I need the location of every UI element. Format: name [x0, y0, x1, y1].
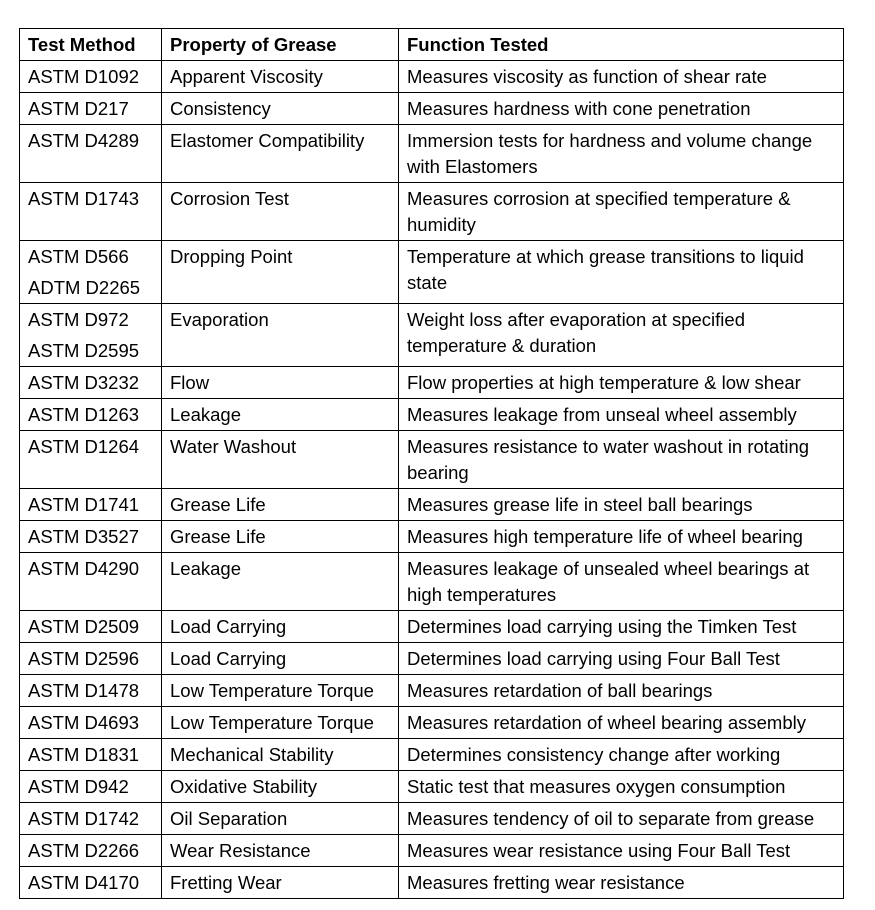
test-method-code: ASTM D1092: [28, 66, 140, 87]
test-method-cell: [20, 241, 162, 304]
table-row: [20, 803, 844, 835]
property-cell: Mechanical Stability: [162, 739, 399, 771]
test-method-cell: [20, 803, 162, 835]
test-method-code: ASTM D3527: [28, 526, 140, 547]
table-body: [20, 61, 844, 899]
test-method-code: ASTM D2595: [28, 340, 140, 361]
header-property-of-grease: Property of Grease: [162, 29, 399, 61]
test-method-cell: [20, 399, 162, 431]
test-method-cell: [20, 553, 162, 611]
table-row: [20, 489, 844, 521]
function-tested-cell: Measures leakage from unseal wheel assembly: [399, 399, 844, 431]
function-tested-cell: Measures wear resistance using Four Ball Test: [399, 835, 844, 867]
test-method-code: ASTM D1831: [28, 744, 140, 765]
table-row: [20, 521, 844, 553]
test-method-cell: [20, 771, 162, 803]
test-method-code: ASTM D2596: [28, 648, 140, 669]
function-tested-cell: Measures tendency of oil to separate from grease: [399, 803, 844, 835]
test-method-code: ASTM D566: [28, 246, 129, 267]
table-row: [20, 739, 844, 771]
property-cell: Consistency: [162, 93, 399, 125]
test-method-code: ASTM D2266: [28, 840, 140, 861]
test-method-cell: [20, 739, 162, 771]
table-row: [20, 611, 844, 643]
test-method-code: ASTM D4693: [28, 712, 140, 733]
function-tested-cell: Flow properties at high temperature & low shear: [399, 367, 844, 399]
function-tested-cell: Measures retardation of ball bearings: [399, 675, 844, 707]
test-method-code: ASTM D942: [28, 776, 129, 797]
test-method-cell: [20, 521, 162, 553]
test-method-cell: [20, 367, 162, 399]
grease-test-table: [19, 28, 844, 899]
table-row: [20, 61, 844, 93]
function-tested-cell: Measures high temperature life of wheel bearing: [399, 521, 844, 553]
test-method-cell: [20, 867, 162, 899]
property-cell: Oxidative Stability: [162, 771, 399, 803]
table-row: [20, 431, 844, 489]
property-cell: Apparent Viscosity: [162, 61, 399, 93]
test-method-cell: [20, 61, 162, 93]
property-cell: Grease Life: [162, 489, 399, 521]
property-cell: Wear Resistance: [162, 835, 399, 867]
table-row: [20, 125, 844, 183]
property-cell: Fretting Wear: [162, 867, 399, 899]
table-row: [20, 707, 844, 739]
table-row: [20, 675, 844, 707]
table-row: [20, 304, 844, 367]
test-method-code: ASTM D1263: [28, 404, 140, 425]
test-method-code: ASTM D1264: [28, 436, 140, 457]
test-method-code: ASTM D1742: [28, 808, 140, 829]
property-cell: Corrosion Test: [162, 183, 399, 241]
table-row: [20, 399, 844, 431]
test-method-cell: [20, 304, 162, 367]
property-cell: Elastomer Compatibility: [162, 125, 399, 183]
function-tested-cell: Measures hardness with cone penetration: [399, 93, 844, 125]
test-method-code: ASTM D1478: [28, 680, 140, 701]
property-cell: Low Temperature Torque: [162, 707, 399, 739]
table-row: [20, 93, 844, 125]
property-cell: Grease Life: [162, 521, 399, 553]
function-tested-cell: Static test that measures oxygen consumption: [399, 771, 844, 803]
table-row: [20, 553, 844, 611]
table-header: [20, 29, 844, 61]
function-tested-cell: Determines consistency change after working: [399, 739, 844, 771]
property-cell: Flow: [162, 367, 399, 399]
property-cell: Oil Separation: [162, 803, 399, 835]
test-method-code: ASTM D1741: [28, 494, 140, 515]
property-cell: Load Carrying: [162, 611, 399, 643]
test-method-code: ASTM D4289: [28, 130, 140, 151]
property-cell: Water Washout: [162, 431, 399, 489]
test-method-code: ADTM D2265: [28, 277, 141, 298]
test-method-cell: [20, 675, 162, 707]
function-tested-cell: Weight loss after evaporation at specified temperature & duration: [399, 304, 844, 367]
table-row: [20, 835, 844, 867]
table-row: [20, 771, 844, 803]
test-method-cell: [20, 93, 162, 125]
header-test-method: Test Method: [20, 29, 162, 61]
function-tested-cell: Measures fretting wear resistance: [399, 867, 844, 899]
header-function-tested: Function Tested: [399, 29, 844, 61]
function-tested-cell: Measures grease life in steel ball bearings: [399, 489, 844, 521]
test-method-code: ASTM D3232: [28, 372, 140, 393]
property-cell: Leakage: [162, 399, 399, 431]
function-tested-cell: Temperature at which grease transitions to liquid state: [399, 241, 844, 304]
table-row: [20, 643, 844, 675]
table-row: [20, 867, 844, 899]
test-method-cell: [20, 431, 162, 489]
function-tested-cell: Measures leakage of unsealed wheel bearings at high temperatures: [399, 553, 844, 611]
function-tested-cell: Immersion tests for hardness and volume change with Elastomers: [399, 125, 844, 183]
test-method-cell: [20, 183, 162, 241]
function-tested-cell: Determines load carrying using Four Ball Test: [399, 643, 844, 675]
property-cell: Dropping Point: [162, 241, 399, 304]
function-tested-cell: Measures corrosion at specified temperature & humidity: [399, 183, 844, 241]
table-row: [20, 367, 844, 399]
property-cell: Evaporation: [162, 304, 399, 367]
test-method-code: ASTM D217: [28, 98, 129, 119]
property-cell: Leakage: [162, 553, 399, 611]
test-method-code: ASTM D4170: [28, 872, 140, 893]
property-cell: Low Temperature Torque: [162, 675, 399, 707]
test-method-cell: [20, 489, 162, 521]
function-tested-cell: Measures viscosity as function of shear rate: [399, 61, 844, 93]
test-method-code: ASTM D972: [28, 309, 129, 330]
test-method-cell: [20, 125, 162, 183]
table-row: [20, 241, 844, 304]
property-cell: Load Carrying: [162, 643, 399, 675]
test-method-cell: [20, 835, 162, 867]
function-tested-cell: Measures resistance to water washout in rotating bearing: [399, 431, 844, 489]
function-tested-cell: Measures retardation of wheel bearing assembly: [399, 707, 844, 739]
table-row: [20, 183, 844, 241]
header-row: [20, 29, 844, 61]
test-method-cell: [20, 643, 162, 675]
function-tested-cell: Determines load carrying using the Timken Test: [399, 611, 844, 643]
test-method-cell: [20, 707, 162, 739]
test-method-code: ASTM D4290: [28, 558, 140, 579]
test-method-code: ASTM D2509: [28, 616, 140, 637]
test-method-code: ASTM D1743: [28, 188, 140, 209]
test-method-cell: [20, 611, 162, 643]
